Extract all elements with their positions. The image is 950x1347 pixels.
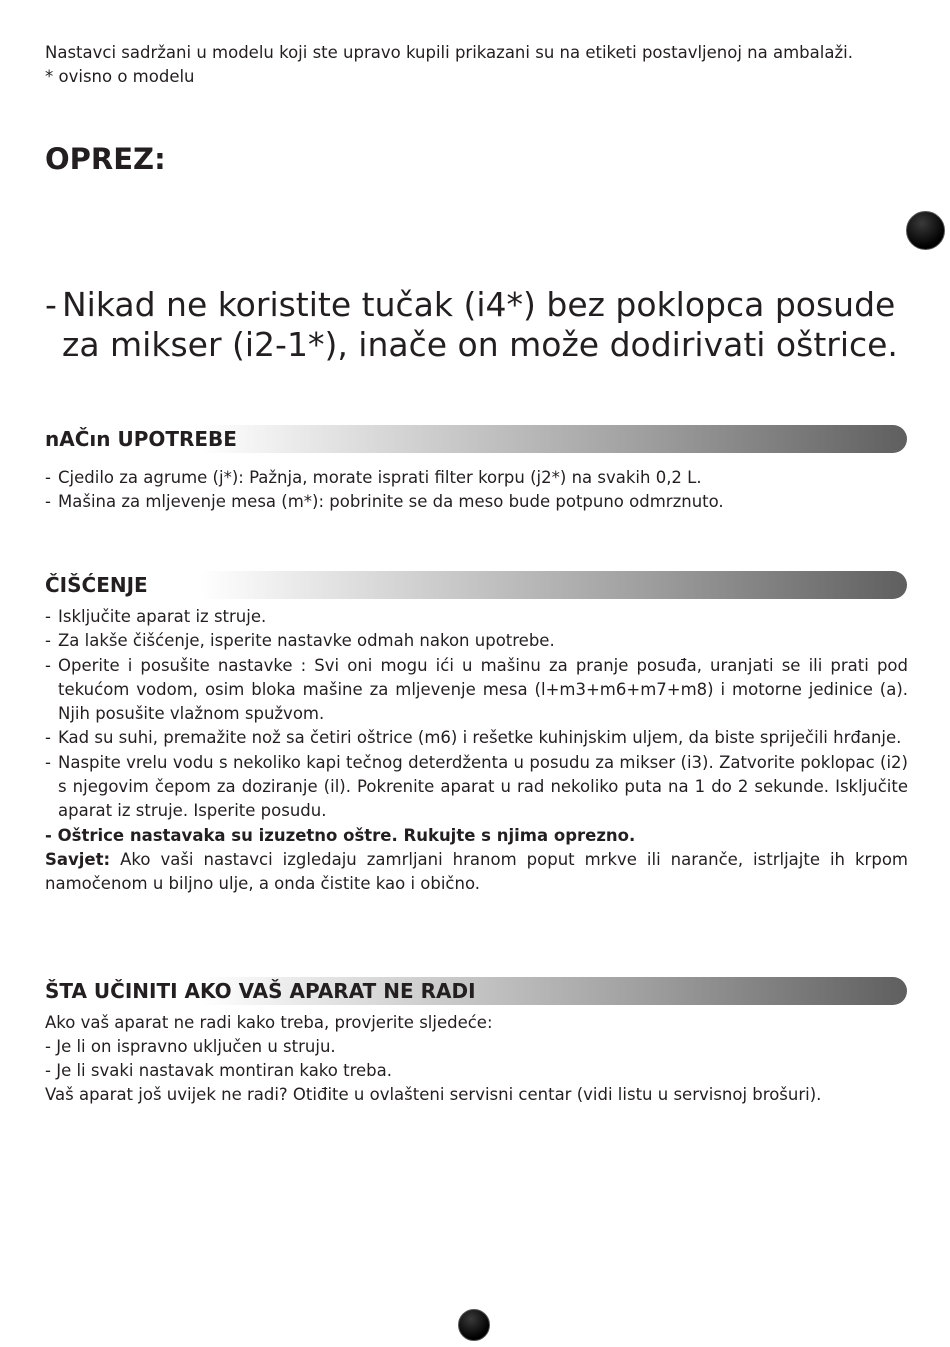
list-item: - Kad su suhi, premažite nož sa četiri oštrice (m6) i rešetke kuhinjskim uljem, da biste spriječili hrđanje. <box>45 728 902 748</box>
caution-dash: - <box>45 285 57 324</box>
usage-list <box>45 466 908 515</box>
intro-note <box>45 41 908 89</box>
tip-text: Ako vaši nastavci izgledaju zamrljani hranom poput mrkve ili narančе, istrljajte ih krpom namočenom u biljno ulje, a onda čistite kao i obično. <box>45 849 908 893</box>
trouble-heading: ŠTA UČINITI AKO VAŠ APARAT NE RADI <box>45 979 476 1003</box>
usage-heading-bar <box>45 425 907 453</box>
list-item: - Cjedilo za agrume (j*): Pažnja, morate isprati filter korpu (j2*) na svakih 0,2 L. <box>45 468 702 487</box>
section-marker-dot <box>906 211 945 250</box>
list-item: - Mašina za mljevenje mesa (m*): pobrinite se da meso bude potpuno odmrznuto. <box>45 492 724 512</box>
usage-heading: nAČın UPOTREBE <box>45 427 237 451</box>
cleaning-tip <box>45 848 908 896</box>
trouble-body <box>45 1011 908 1107</box>
cleaning-heading: ČIŠĆENJE <box>45 573 148 597</box>
trouble-outro: Vaš aparat još uvijek ne radi? Otiđite u ovlašteni servisni centar (vidi listu u servisnoj brošuri). <box>45 1085 822 1104</box>
trouble-heading-bar <box>45 977 907 1005</box>
intro-line-1: Nastavci sadržani u modelu koji ste upravo kupili prikazani su na etiketi postavljenoj na ambalaži. <box>45 43 853 62</box>
list-item: - Za lakše čišćenje, isperite nastavke odmah nakon upotrebe. <box>45 631 555 651</box>
cleaning-heading-bar <box>45 571 907 599</box>
trouble-intro: Ako vaš aparat ne radi kako treba, provjerite sljedeće: <box>45 1013 493 1032</box>
trouble-item: - Je li on ispravno uključen u struju. <box>45 1037 336 1056</box>
caution-statement <box>45 285 915 365</box>
caution-text: Nikad ne koristite tučak (i4*) bez poklopca posude za mikser (i2-1*), inače on može dodirivati oštrice. <box>62 285 898 364</box>
trouble-item: - Je li svaki nastavak montiran kako treba. <box>45 1061 392 1080</box>
caution-title: OPREZ: <box>45 142 166 176</box>
list-item: - Naspite vrelu vodu s nekoliko kapi tečnog deterdženta u posudu za mikser (i3). Zatvorite poklopac (i2) s njegovim čepom za doziranje (il). Pokrenite aparat u rad nekoliko puta na 1 do 2 sekunde. Isključite aparat iz struje. Isperite posudu. <box>45 752 908 821</box>
tip-label: Savjet: <box>45 849 111 869</box>
list-item: - Isključite aparat iz struje. <box>45 607 267 626</box>
intro-line-2: * ovisno o modelu <box>45 67 195 86</box>
list-item: - Operite i posušite nastavke : Svi oni mogu ići u mašinu za pranje posuđa, uranjati se ili prati pod tekućom vodom, osim bloka mašine za mljevenje mesa (l+m3+m6+m7+m8) i motorne jedinice (a). Njih posušite vlažnom spužvom. <box>45 655 908 724</box>
cleaning-warning: - Oštrice nastavaka su izuzetno oštre. Rukujte s njima oprezno. <box>45 825 636 845</box>
page-number-dot <box>458 1309 490 1341</box>
cleaning-list <box>45 605 908 896</box>
